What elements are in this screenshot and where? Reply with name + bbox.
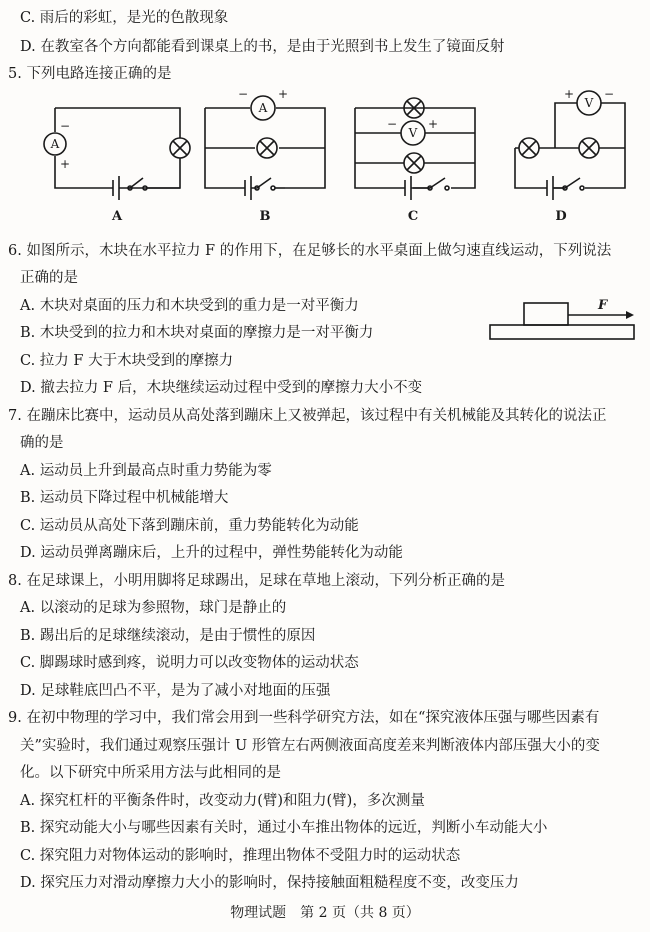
voltmeter-c-label: V xyxy=(408,126,418,140)
ammeter-a-label: A xyxy=(50,137,60,151)
q9-stem-line1: 9. 在初中物理的学习中，我们常会用到一些科学研究方法，如在“探究液体压强与哪些因素有 xyxy=(8,710,600,726)
q8-option-d: D. 足球鞋底凹凸不平，是为了减小对地面的压强 xyxy=(20,683,331,699)
q6-option-b: B. 木块受到的拉力和木块对桌面的摩擦力是一对平衡力 xyxy=(20,325,374,341)
q7-stem-line1: 7. 在蹦床比赛中，运动员从高处落到蹦床上又被弹起，该过程中有关机械能及其转化的说法正 xyxy=(8,408,607,424)
q7-stem-line2: 确的是 xyxy=(20,435,64,451)
force-arrow-head xyxy=(626,311,634,319)
q7-option-c: C. 运动员从高处下落到蹦床前，重力势能转化为动能 xyxy=(20,518,359,534)
block-on-table-figure xyxy=(488,295,638,345)
voltmeter-c-plus: + xyxy=(427,117,439,131)
circuit-figure xyxy=(35,88,635,228)
voltmeter-d-label: V xyxy=(584,96,594,110)
q8-option-c: C. 脚踢球时感到疼，说明力可以改变物体的运动状态 xyxy=(20,655,359,671)
q9-stem-line3: 化。以下研究中所采用方法与此相同的是 xyxy=(20,765,281,781)
force-label: F xyxy=(598,298,608,313)
q9-option-c: C. 探究阻力对物体运动的影响时，推理出物体不受阻力时的运动状态 xyxy=(20,848,461,864)
q8-option-a: A. 以滚动的足球为参照物，球门是静止的 xyxy=(20,600,287,616)
q6-option-d: D. 撤去拉力 F 后，木块继续运动过程中受到的摩擦力大小不变 xyxy=(20,380,423,396)
table-surface xyxy=(490,325,634,339)
q6-option-a: A. 木块对桌面的压力和木块受到的重力是一对平衡力 xyxy=(20,298,359,314)
ammeter-a-plus: + xyxy=(59,157,71,171)
circuit-d xyxy=(515,91,625,200)
q7-option-a: A. 运动员上升到最高点时重力势能为零 xyxy=(20,463,272,479)
q9-option-a: A. 探究杠杆的平衡条件时，改变动力(臂)和阻力(臂)，多次测量 xyxy=(20,793,425,809)
circuit-b-label: B xyxy=(259,209,271,224)
q8-option-b: B. 踢出后的足球继续滚动，是由于惯性的原因 xyxy=(20,628,316,644)
voltmeter-c-minus: − xyxy=(386,117,398,131)
q6-stem-line1: 6. 如图所示，木块在水平拉力 F 的作用下，在足够长的水平桌面上做匀速直线运动，下列说法 xyxy=(8,243,612,259)
q9-option-b: B. 探究动能大小与哪些因素有关时，通过小车推出物体的远近，判断小车动能大小 xyxy=(20,820,548,836)
q7-option-d: D. 运动员弹离蹦床后，上升的过程中，弹性势能转化为动能 xyxy=(20,545,403,561)
q5-stem: 5. 下列电路连接正确的是 xyxy=(8,66,172,82)
circuit-a-label: A xyxy=(111,209,123,224)
q6-option-c: C. 拉力 F 大于木块受到的摩擦力 xyxy=(20,353,234,369)
page-footer: 物理试题 第 2 页（共 8 页） xyxy=(230,905,420,921)
ammeter-a-minus: − xyxy=(59,119,71,133)
voltmeter-d-minus: − xyxy=(603,88,615,101)
circuit-d-label: D xyxy=(555,209,567,224)
q7-option-b: B. 运动员下降过程中机械能增大 xyxy=(20,490,229,506)
circuit-c xyxy=(355,98,475,200)
ammeter-b-plus: + xyxy=(277,88,289,101)
wooden-block xyxy=(524,303,568,325)
q4-option-c: C. 雨后的彩虹，是光的色散现象 xyxy=(20,10,229,26)
q9-stem-line2: 关”实验时，我们通过观察压强计 U 形管左右两侧液面高度差来判断液体内部压强大小的变 xyxy=(20,738,600,754)
ammeter-b-label: A xyxy=(258,101,268,115)
q4-option-d: D. 在教室各个方向都能看到课桌上的书，是由于光照到书上发生了镜面反射 xyxy=(20,39,505,55)
voltmeter-d-plus: + xyxy=(563,88,575,101)
q9-option-d: D. 探究压力对滑动摩擦力大小的影响时，保持接触面粗糙程度不变，改变压力 xyxy=(20,875,519,891)
ammeter-b-minus: − xyxy=(237,88,249,101)
q6-stem-line2: 正确的是 xyxy=(20,270,78,286)
q8-stem: 8. 在足球课上，小明用脚将足球踢出，足球在草地上滚动，下列分析正确的是 xyxy=(8,573,505,589)
circuit-c-label: C xyxy=(407,209,419,224)
